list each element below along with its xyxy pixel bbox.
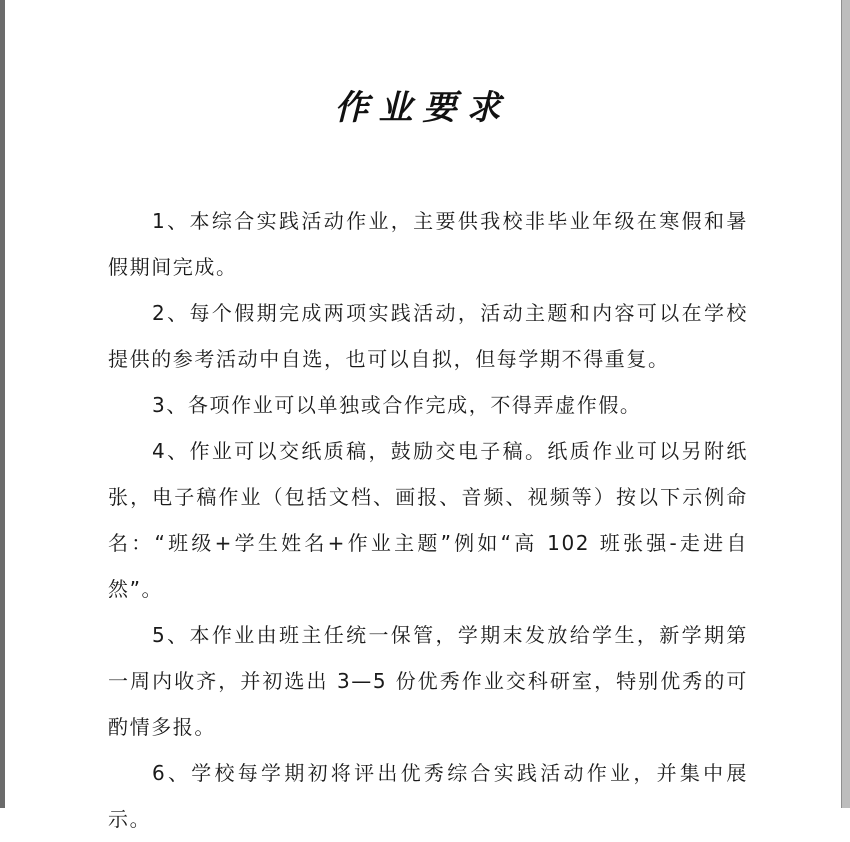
- page-title: 作业要求: [334, 88, 511, 128]
- requirement-paragraph-6: 6、学校每学期初将评出优秀综合实践活动作业，并集中展示。: [108, 761, 748, 831]
- document-page: [5, 0, 840, 831]
- requirement-paragraph-2: 2、每个假期完成两项实践活动，活动主题和内容可以在学校提供的参考活动中自选，也可以自拟，但每学期不得重复。: [108, 301, 748, 371]
- viewer-scrollbar[interactable]: [841, 0, 850, 808]
- requirement-paragraph-1: 1、本综合实践活动作业，主要供我校非毕业年级在寒假和暑假期间完成。: [108, 209, 748, 279]
- requirement-paragraph-3: 3、各项作业可以单独或合作完成，不得弄虚作假。: [152, 393, 642, 417]
- requirements-list: [108, 198, 748, 842]
- requirement-paragraph-4: 4、作业可以交纸质稿，鼓励交电子稿。纸质作业可以另附纸张，电子稿作业（包括文档、画报、音频、视频等）按以下示例命名：“班级+学生姓名+作业主题”例如“高 102 班张强-走进自然”。: [108, 439, 748, 601]
- requirement-paragraph-5: 5、本作业由班主任统一保管，学期末发放给学生，新学期第一周内收齐，并初选出 3—5 份优秀作业交科研室，特别优秀的可酌情多报。: [108, 623, 748, 739]
